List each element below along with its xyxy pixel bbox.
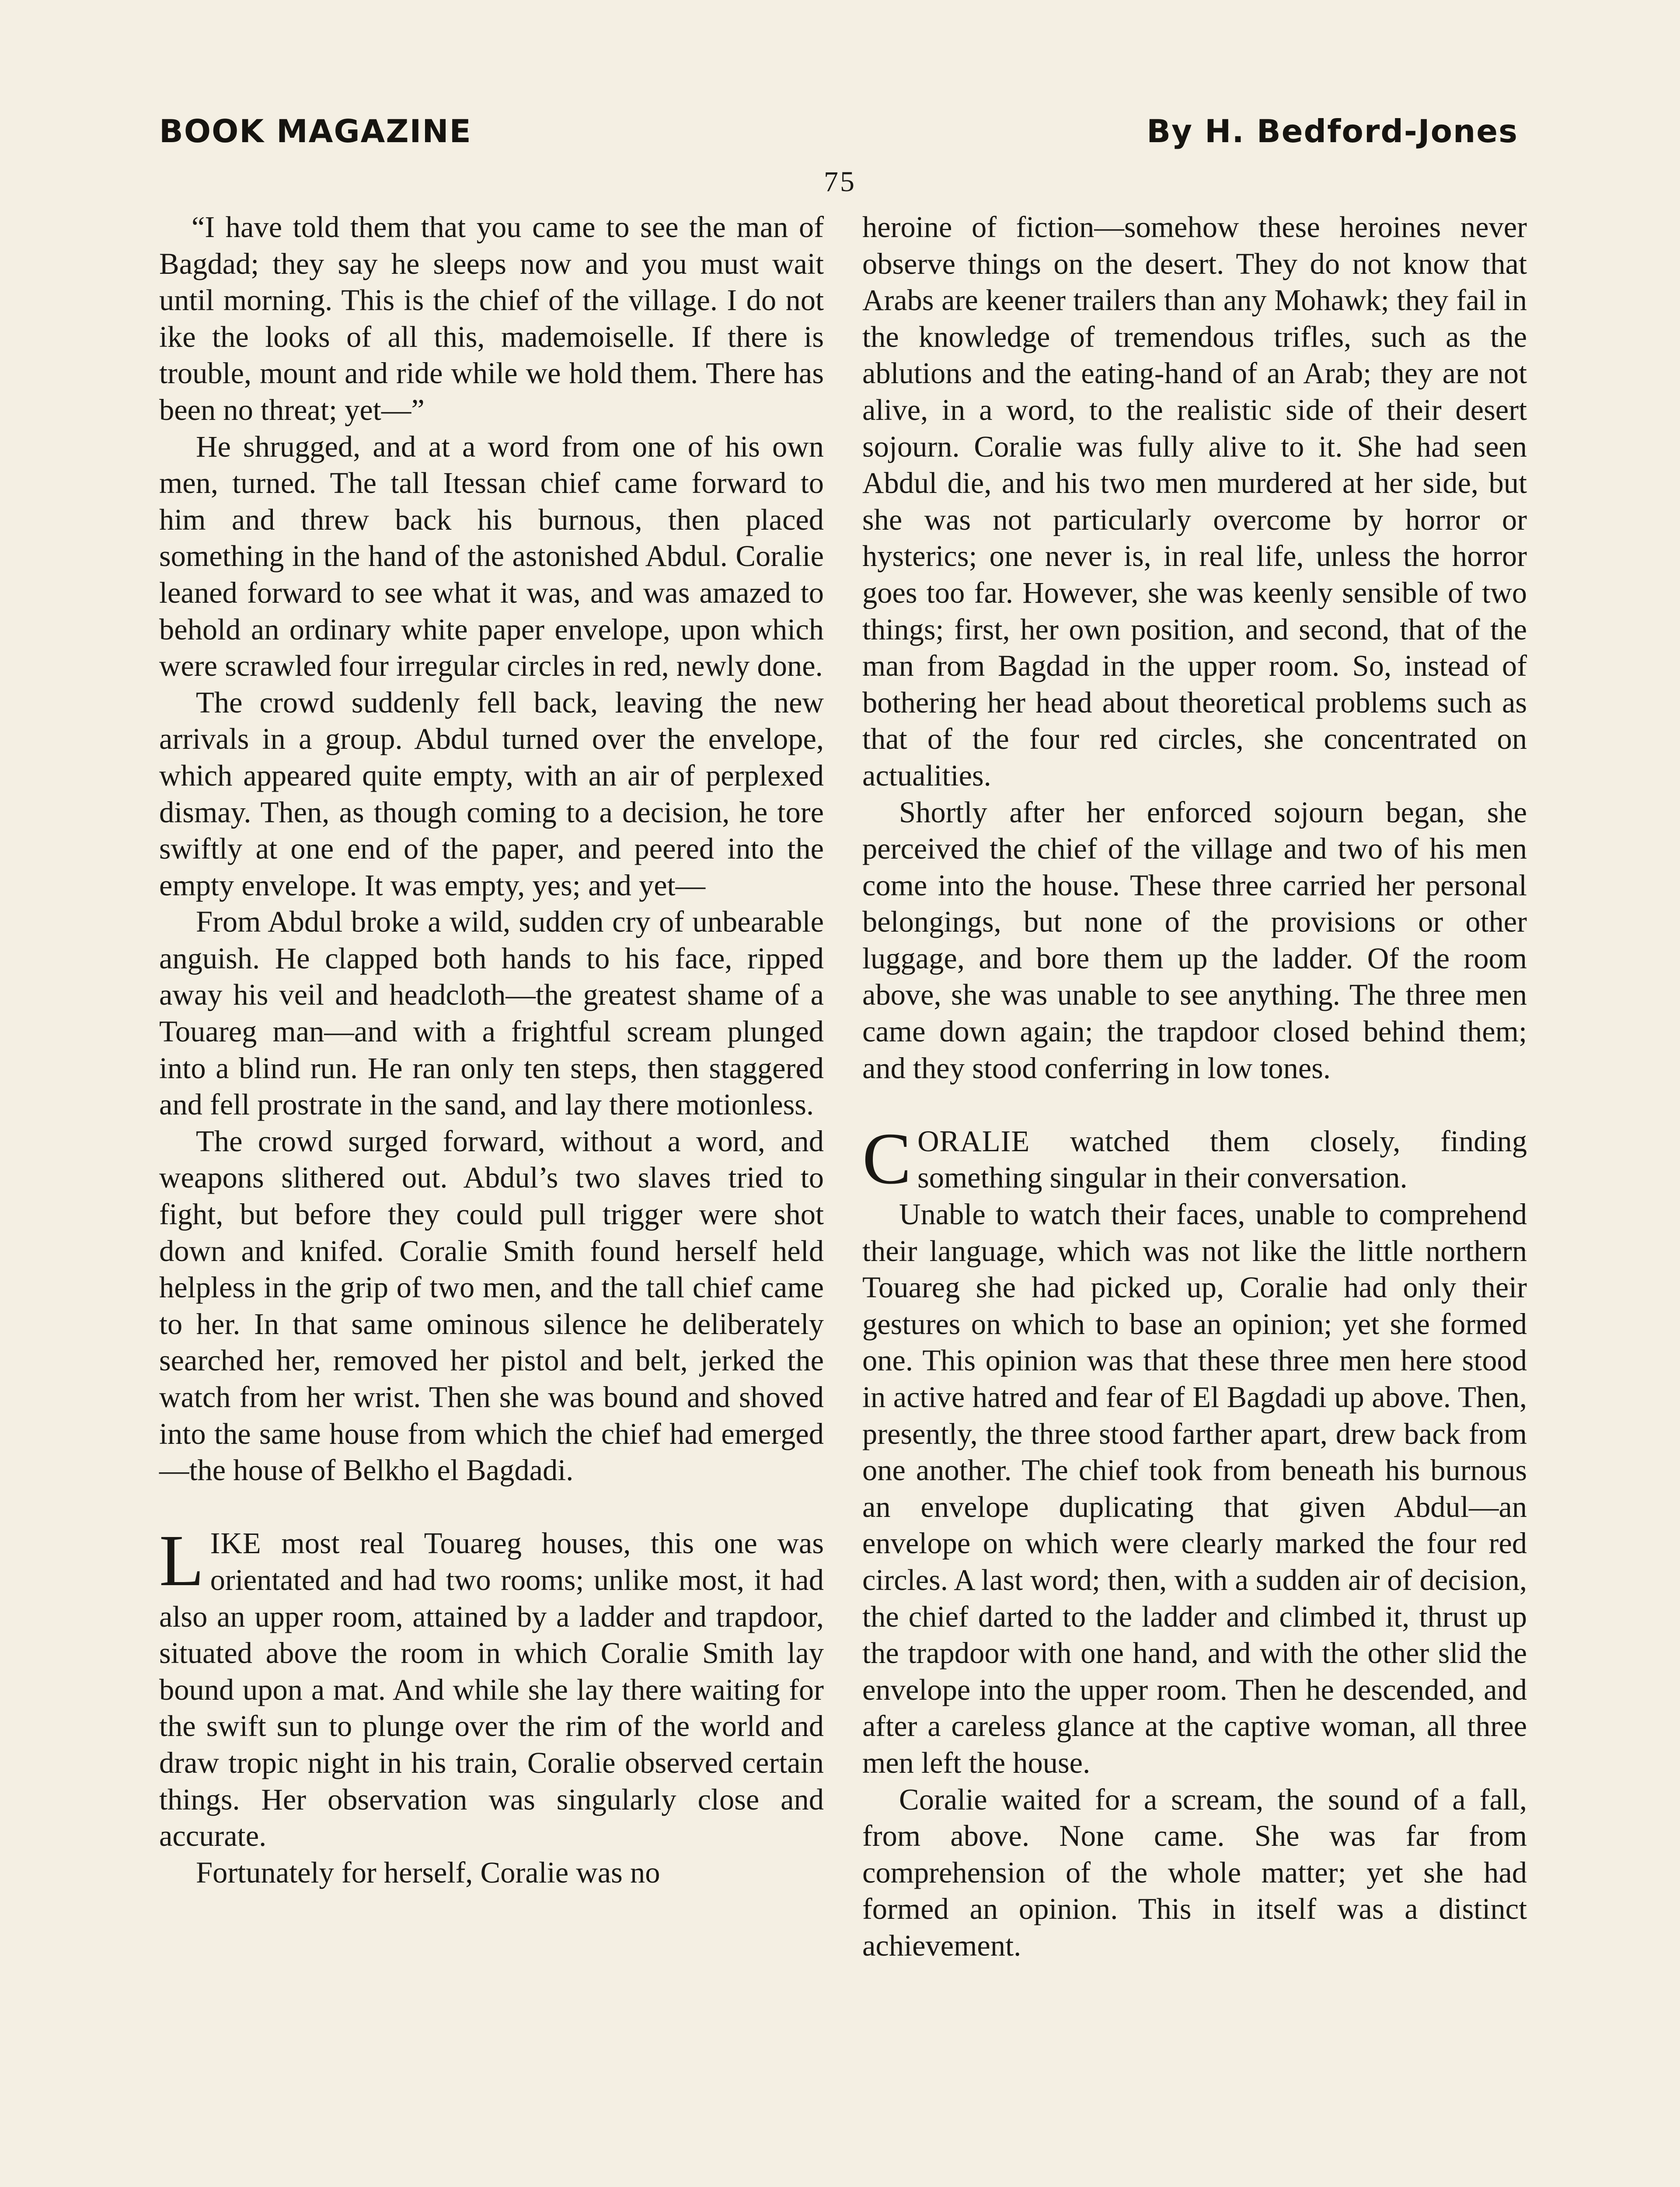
paragraph: “I have told them that you came to see the man of Bagdad; they say he sleeps now and you must wait until morning. This is the chief of the village. I do not ike the looks of all this, mademoiselle. If there is trouble, mount and ride while we hold them. There has been no threat; yet—” (159, 210, 824, 426)
paragraph: Shortly after her enforced sojourn began, she perceived the chief of the village and two of his men come into the house. These three carried her personal belongings, but none of the provisions or other luggage, and bore them up the ladder. Of the room above, she was unable to see anything. The three men came down again; the trapdoor closed behind them; and they stood conferring in low tones. (862, 795, 1527, 1085)
paragraph: The crowd suddenly fell back, leaving the new arrivals in a group. Abdul turned over the envelope, which appeared quite empty, with an air of perplexed dismay. Then, as though coming to a decision, he tore swiftly at one end of the paper, and peered into the empty envelope. It was empty, yes; and yet— (159, 685, 824, 902)
small-caps-lead: ORALIE (917, 1124, 1030, 1158)
paragraph: He shrugged, and at a word from one of his own men, turned. The tall Itessan chief came forward to him and threw back his burnous, then placed something in the hand of the astonished Abdul. Coralie leaned forward to see what it was, and was amazed to behold an ordinary white paper envelope, upon which were scrawled four irregular circles in red, newly done. (159, 430, 824, 683)
section-opening-paragraph (862, 1118, 1527, 1199)
page-number: 75 (824, 166, 856, 198)
running-head-magazine-title: BOOK MAGAZINE (159, 113, 472, 150)
right-column (862, 209, 1527, 1964)
section-opening-text: watched them closely, finding something singular in their conversation. (917, 1124, 1527, 1195)
drop-cap: C (862, 1118, 912, 1199)
drop-cap: L (159, 1520, 204, 1602)
paragraph: Unable to watch their faces, unable to comprehend their language, which was not like the little northern Touareg she had picked up, Coralie had only their gestures on which to base an opinion; yet she formed one. This opinion was that these three men here stood in active hatred and fear of El Bagdadi up above. Then, presently, the three stood farther apart, drew back from one another. The chief took from beneath his burnous an envelope duplicating that given Abdul—an envelope on which were clearly marked the four red circles. A last word; then, with a sudden air of decision, the chief darted to the ladder and climbed it, thrust up the trapdoor with one hand, and with the other slid the envelope into the upper room. Then he descended, and after a careless glance at the captive woman, all three men left the house. (862, 1198, 1527, 1779)
section-opening-text: most real Touareg houses, this one was orientated and had two rooms; unlike most, it had also an upper room, attained by a ladder and trapdoor, situated above the room in which Coralie Smith lay bound upon a mat. And while she lay there waiting for the swift sun to plunge over the rim of the world and draw tropic night in his train, Coralie observed certain things. Her observation was singularly close and accurate. (159, 1527, 824, 1853)
paragraph: The crowd surged forward, without a word, and weapons slithered out. Abdul’s two slaves tried to fight, but before they could pull trigger were shot down and knifed. Coralie Smith found herself held helpless in the grip of two men, and the tall chief came to her. In that same ominous silence he deliberately searched her, removed her pistol and belt, jerked the watch from her wrist. Then she was bound and shoved into the same house from which the chief had emerged—the house of Belkho el Bagdadi. (159, 1124, 824, 1487)
paragraph: Fortunately for herself, Coralie was no (196, 1855, 660, 1889)
paragraph: From Abdul broke a wild, sudden cry of unbearable anguish. He clapped both hands to his face, ripped away his veil and headcloth—the greatest shame of a Touareg man—and with a frightful scream plunged into a blind run. He ran only ten steps, then staggered and fell prostrate in the sand, and lay there motionless. (159, 905, 824, 1121)
paragraph: Coralie waited for a scream, the sound of a fall, from above. None came. She was far from comprehension of the whole matter; yet she had formed an opinion. This in itself was a distinct achievement. (862, 1782, 1527, 1962)
section-opening-paragraph (159, 1520, 824, 1854)
running-head-author: By H. Bedford-Jones (1147, 113, 1518, 150)
paragraph-continued: heroine of fiction—somehow these heroines never observe things on the desert. They do not know that Arabs are keener trailers than any Mohawk; they fail in the knowledge of tremendous trifles, such as the ablutions and the eating-hand of an Arab; they are not alive, in a word, to the realistic side of their desert sojourn. Coralie was fully alive to it. She had seen Abdul die, and his two men murdered at her side, but she was not particularly overcome by horror or hysterics; one never is, in real life, unless the horror goes too far. However, she was keenly sensible of two things; first, her own position, and second, that of the man from Bagdad in the upper room. So, instead of bothering her head about theoretical problems such as that of the four red circles, she concentrated on actualities. (862, 210, 1527, 792)
left-column (159, 209, 824, 1891)
small-caps-lead: IKE (210, 1527, 261, 1560)
